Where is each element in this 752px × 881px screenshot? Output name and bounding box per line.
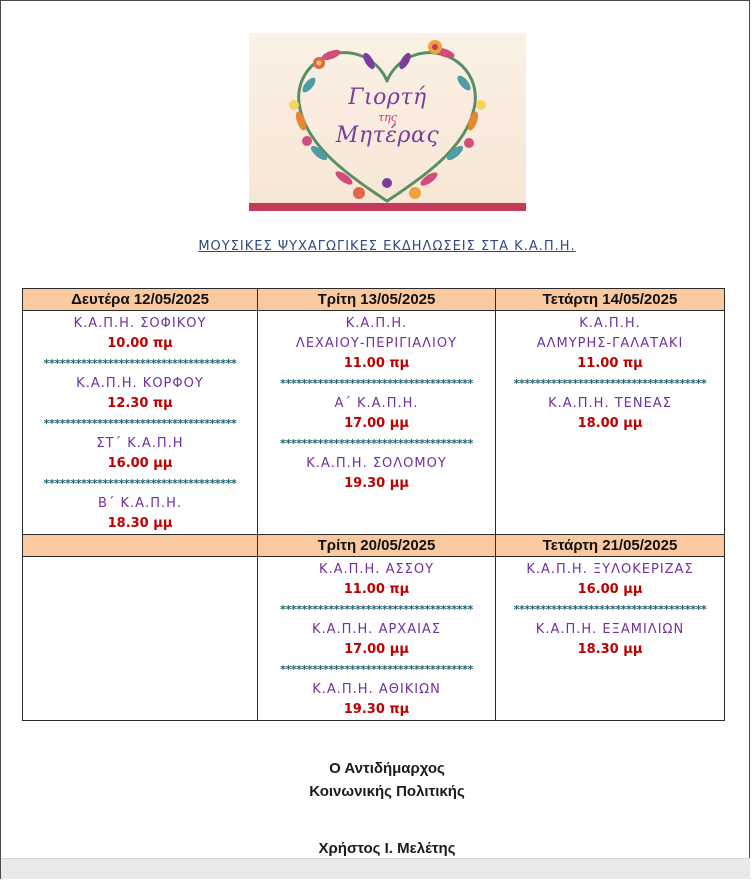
event-time: 10.00 πμ xyxy=(107,336,173,351)
separator: ************************************ xyxy=(280,663,473,676)
separator: ************************************ xyxy=(513,377,707,390)
document-heading: ΜΟΥΣΙΚΕΣ ΨΥΧΑΓΩΓΙΚΕΣ ΕΚΔΗΛΩΣΕΙΣ ΣΤΑ Κ.Α.Π.Η. xyxy=(198,239,576,254)
table-row xyxy=(23,557,725,721)
header-cell: Τρίτη 13/05/2025 xyxy=(258,289,496,311)
table-header-row xyxy=(23,535,725,557)
venue-name: ΣΤ΄ Κ.Α.Π.Η xyxy=(96,436,184,451)
event-time: 18.00 μμ xyxy=(577,416,643,431)
signature-role-line1: Ο Αντιδήμαρχος xyxy=(329,760,445,777)
venue-name: Κ.Α.Π.Η. ΕΞΑΜΙΛΙΩΝ xyxy=(535,622,685,637)
schedule-cell xyxy=(258,557,496,721)
schedule-cell xyxy=(496,311,725,535)
venue-name: Κ.Α.Π.Η. ΞΥΛΟΚΕΡΙΖΑΣ xyxy=(526,562,694,577)
venue-name: ΑΛΜΥΡΗΣ-ΓΑΛΑΤΑΚΙ xyxy=(536,336,684,351)
banner-title-line1: Γιορτή xyxy=(348,85,427,110)
venue-name: Κ.Α.Π.Η. ΤΕΝΕΑΣ xyxy=(548,396,672,411)
venue-name: Κ.Α.Π.Η. ΚΟΡΦΟΥ xyxy=(76,376,204,391)
schedule-cell xyxy=(23,311,258,535)
table-header-row xyxy=(23,289,725,311)
header-cell: Τρίτη 20/05/2025 xyxy=(258,535,496,557)
venue-name: ΛΕΧΑΙΟΥ-ΠΕΡΙΓΙΑΛΙΟΥ xyxy=(295,336,458,351)
schedule-cell xyxy=(258,311,496,535)
separator: ************************************ xyxy=(513,603,707,616)
separator: ************************************ xyxy=(43,477,237,490)
event-time: 18.30 μμ xyxy=(577,642,643,657)
venue-name: Κ.Α.Π.Η. xyxy=(579,316,641,331)
venue-name: Κ.Α.Π.Η. ΣΟΛΟΜΟΥ xyxy=(306,456,447,471)
schedule-table xyxy=(22,288,725,721)
venue-name: Β΄ Κ.Α.Π.Η. xyxy=(97,496,183,511)
header-cell: Τετάρτη 21/05/2025 xyxy=(496,535,725,557)
separator: ************************************ xyxy=(280,437,473,450)
separator: ************************************ xyxy=(280,377,473,390)
venue-name: Κ.Α.Π.Η. xyxy=(345,316,408,331)
venue-name: Κ.Α.Π.Η. ΑΣΣΟΥ xyxy=(318,562,435,577)
separator: ************************************ xyxy=(43,357,237,370)
venue-name: Κ.Α.Π.Η. ΑΡΧΑΙΑΣ xyxy=(311,622,442,637)
event-time: 17.00 μμ xyxy=(344,416,409,431)
header-cell: Τετάρτη 14/05/2025 xyxy=(496,289,725,311)
banner-title-line2: της xyxy=(378,111,397,124)
signature-name: Χρήστος Ι. Μελέτης xyxy=(318,840,456,857)
event-time: 19.30 μμ xyxy=(344,476,409,491)
event-time: 16.00 μμ xyxy=(577,582,643,597)
table-row xyxy=(23,311,725,535)
event-time: 11.00 πμ xyxy=(343,582,410,597)
banner-band xyxy=(249,203,526,211)
mothers-day-banner xyxy=(249,33,526,211)
signature-role-line2: Κοινωνικής Πολιτικής xyxy=(309,783,465,800)
venue-name: Κ.Α.Π.Η. ΣΟΦΙΚΟΥ xyxy=(73,316,207,331)
event-time: 11.00 πμ xyxy=(577,356,643,371)
separator: ************************************ xyxy=(280,603,473,616)
venue-name: Κ.Α.Π.Η. ΑΘΙΚΙΩΝ xyxy=(312,682,441,697)
event-time: 16.00 μμ xyxy=(107,456,173,471)
schedule-cell-empty xyxy=(23,557,258,721)
schedule-cell xyxy=(496,557,725,721)
event-time: 19.30 πμ xyxy=(343,702,410,717)
separator: ************************************ xyxy=(43,417,237,430)
event-time: 18.30 μμ xyxy=(107,516,173,531)
event-time: 12.30 πμ xyxy=(107,396,173,411)
event-time: 17.00 μμ xyxy=(344,642,409,657)
bottom-strip xyxy=(1,858,750,879)
event-time: 11.00 πμ xyxy=(343,356,410,371)
header-cell: Δευτέρα 12/05/2025 xyxy=(23,289,258,311)
venue-name: Α΄ Κ.Α.Π.Η. xyxy=(334,396,419,411)
header-cell xyxy=(23,535,258,557)
banner-title-line3: Μητέρας xyxy=(335,123,440,148)
